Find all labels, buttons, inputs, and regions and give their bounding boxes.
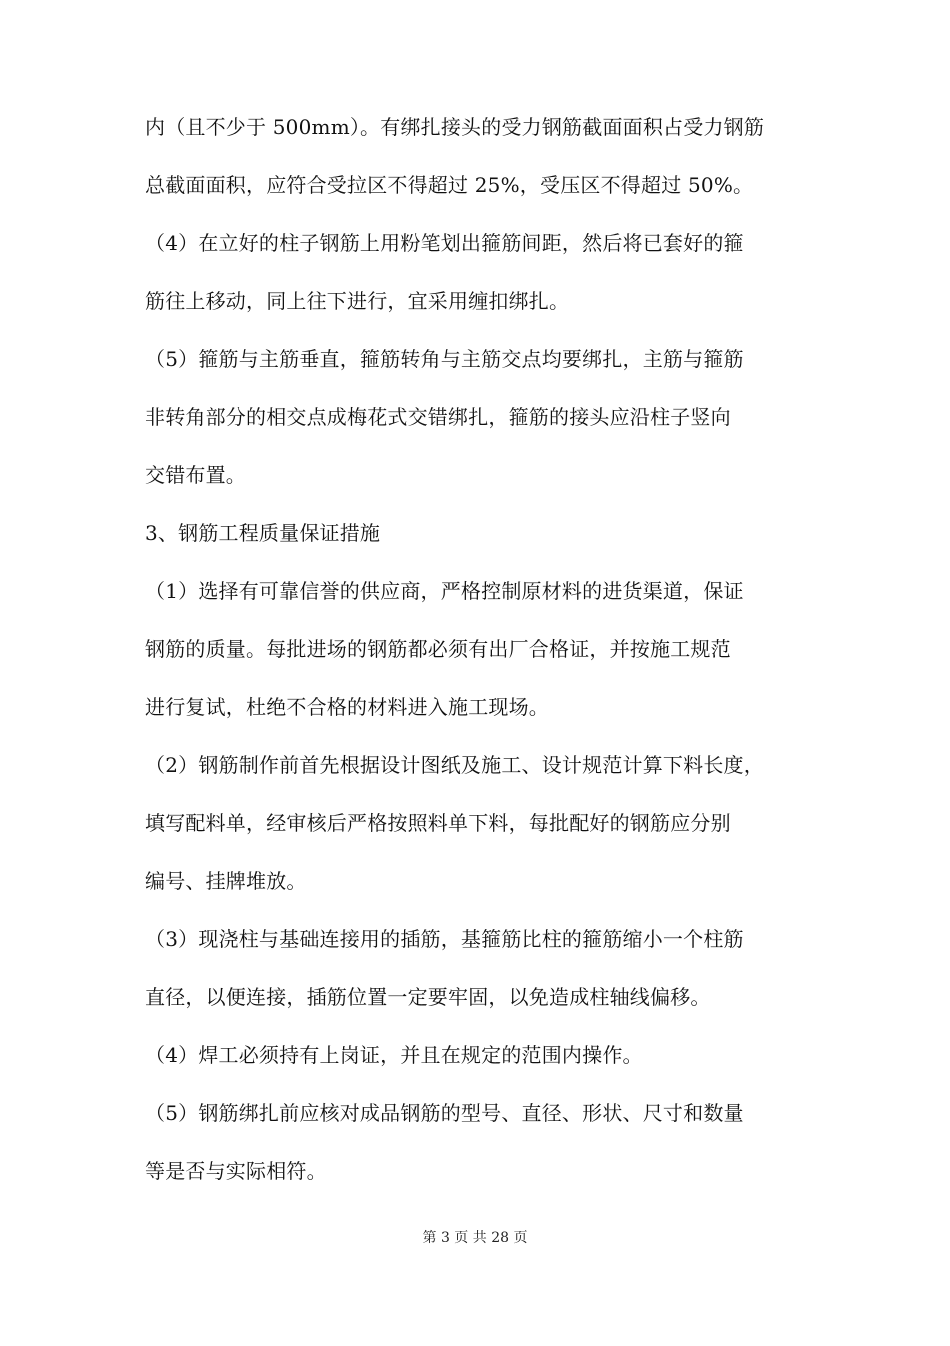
- text-line: （4）焊工必须持有上岗证，并且在规定的范围内操作。: [145, 1043, 643, 1067]
- text-line: （1）选择有可靠信誉的供应商，严格控制原材料的进货渠道，保证: [145, 579, 744, 603]
- section-heading: 3、钢筋工程质量保证措施: [145, 521, 381, 545]
- page-number-footer: 第 3 页 共 28 页: [422, 1230, 528, 1246]
- text-line: 非转角部分的相交点成梅花式交错绑扎，箍筋的接头应沿柱子竖向: [145, 405, 731, 429]
- text-line: 等是否与实际相符。: [145, 1159, 327, 1183]
- text-line: 交错布置。: [145, 463, 246, 487]
- text-line: （5）钢筋绑扎前应核对成品钢筋的型号、直径、形状、尺寸和数量: [145, 1101, 744, 1125]
- text-line: （2）钢筋制作前首先根据设计图纸及施工、设计规范计算下料长度，: [145, 753, 764, 777]
- text-line: 进行复试，杜绝不合格的材料进入施工现场。: [145, 695, 549, 719]
- text-line: 编号、挂牌堆放。: [145, 869, 307, 893]
- text-line: （5）箍筋与主筋垂直，箍筋转角与主筋交点均要绑扎，主筋与箍筋: [145, 347, 744, 371]
- text-line: （4）在立好的柱子钢筋上用粉笔划出箍筋间距，然后将已套好的箍: [145, 231, 744, 255]
- text-line: 筋往上移动，同上往下进行，宜采用缠扣绑扎。: [145, 289, 570, 313]
- text-line: 内（且不少于 500mm）。有绑扎接头的受力钢筋截面面积占受力钢筋: [145, 115, 765, 139]
- text-line: 直径，以便连接，插筋位置一定要牢固，以免造成柱轴线偏移。: [145, 985, 711, 1009]
- text-line: 填写配料单，经审核后严格按照料单下料，每批配好的钢筋应分别: [145, 811, 731, 835]
- body-text: [145, 98, 810, 1200]
- text-line: 总截面面积，应符合受拉区不得超过 25%，受压区不得超过 50%。: [145, 173, 754, 197]
- text-line: 钢筋的质量。每批进场的钢筋都必须有出厂合格证，并按施工规范: [145, 637, 731, 661]
- text-line: （3）现浇柱与基础连接用的插筋，基箍筋比柱的箍筋缩小一个柱筋: [145, 927, 744, 951]
